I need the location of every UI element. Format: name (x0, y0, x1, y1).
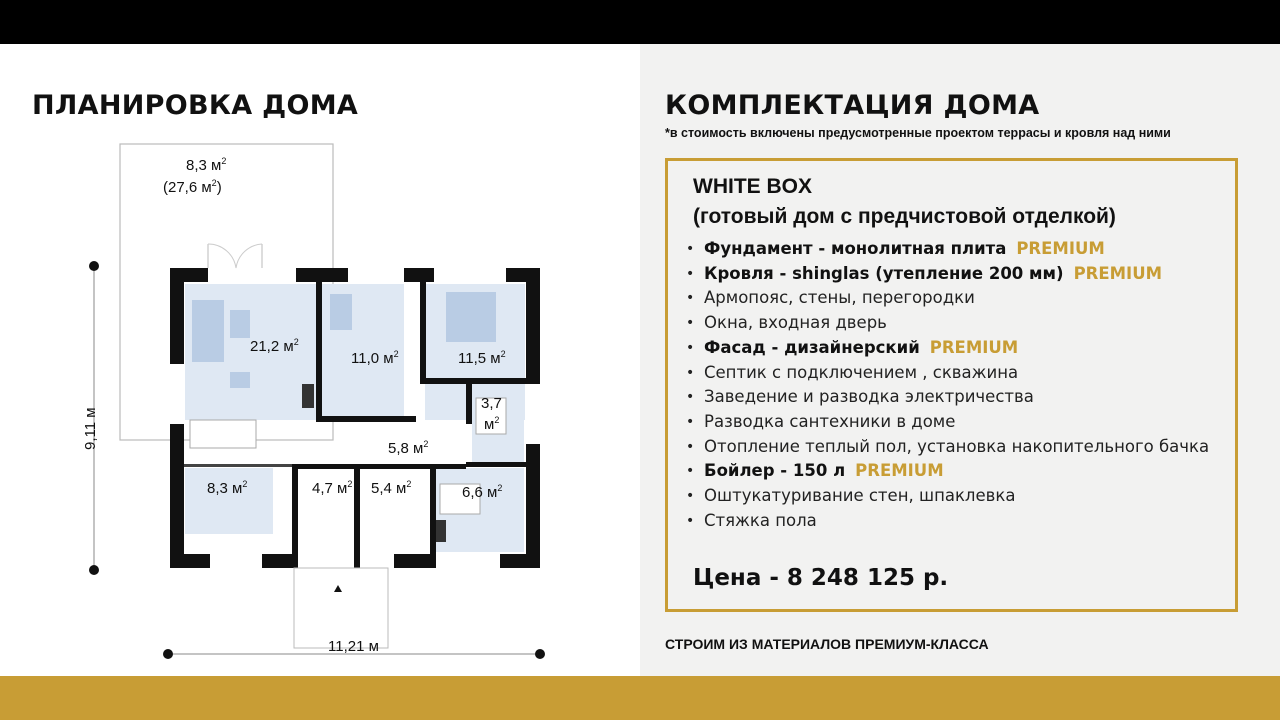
feature-item: • Фасад - дизайнерский PREMIUM (686, 336, 1226, 361)
premium-badge: PREMIUM (855, 461, 944, 481)
feature-item: • Разводка сантехники в доме (686, 410, 1226, 435)
feature-item: • Оштукатуривание стен, шпаклевка (686, 484, 1226, 509)
room-label: 8,3 $м^2$ (207, 479, 248, 497)
bullet-icon: • (686, 488, 695, 505)
terrace-area-label: 8,3 $м^2$ (186, 156, 227, 174)
room-label: 11,0 $м^2$ (351, 349, 399, 367)
bullet-icon: • (686, 512, 695, 529)
feature-item: • Кровля - shinglas (утепление 200 мм) PREMIUM (686, 262, 1226, 287)
room-label: 21,2 $м^2$ (250, 337, 299, 355)
terrace-total-label: (27,6 $м^2$) (163, 178, 222, 196)
feature-list (686, 237, 1226, 533)
bullet-icon: • (686, 290, 695, 307)
bullet-icon: • (686, 438, 695, 455)
premium-badge: PREMIUM (929, 337, 1019, 357)
height-dimension-label: 9,11 м (82, 407, 99, 450)
package-title (693, 172, 1116, 232)
bullet-icon: • (686, 463, 695, 480)
feature-item: • Отопление теплый пол, установка накопительного бачка (686, 435, 1226, 460)
plan-title: ПЛАНИРОВКА ДОМА (32, 90, 359, 121)
feature-item: • Окна, входная дверь (686, 311, 1226, 336)
feature-item: • Заведение и разводка электричества (686, 385, 1226, 410)
room-label: 5,4 $м^2$ (371, 479, 412, 497)
package-description: (готовый дом с предчистовой отделкой) (693, 205, 1116, 228)
bullet-icon: • (686, 364, 695, 381)
feature-item: • Септик с подключением , скважина (686, 361, 1226, 386)
feature-item: • Армопояс, стены, перегородки (686, 286, 1226, 311)
width-dimension-label: 11,21 м (328, 638, 379, 655)
footer-slogan: СТРОИМ ИЗ МАТЕРИАЛОВ ПРЕМИУМ-КЛАССА (665, 636, 989, 652)
room-label: 6,6 $м^2$ (462, 483, 503, 501)
bullet-icon: • (686, 413, 695, 430)
room-label: 5,8 $м^2$ (388, 439, 429, 457)
feature-item: • Фундамент - монолитная плита PREMIUM (686, 237, 1226, 262)
feature-item: • Стяжка пола (686, 509, 1226, 534)
package-name: WHITE BOX (693, 175, 812, 198)
bullet-icon: • (686, 315, 695, 332)
premium-badge: PREMIUM (1016, 239, 1105, 258)
room-label: 4,7 $м^2$ (312, 479, 353, 497)
bullet-icon: • (686, 389, 695, 406)
premium-badge: PREMIUM (1073, 263, 1163, 283)
bullet-icon: • (686, 241, 695, 257)
top-bar (0, 0, 1280, 44)
floor-plan (0, 44, 640, 676)
bottom-bar (0, 676, 1280, 720)
bullet-icon: • (686, 339, 695, 356)
included-note: *в стоимость включены предусмотренные проектом террасы и кровля над ними (665, 126, 1171, 140)
equipment-title: КОМПЛЕКТАЦИЯ ДОМА (665, 90, 1040, 121)
floor-plan-drawing (0, 44, 640, 676)
price: Цена - 8 248 125 р. (693, 565, 949, 591)
room-label-unit: $м^2$ (484, 415, 500, 433)
room-8-3-fill (185, 468, 273, 534)
room-label: 11,5 $м^2$ (458, 349, 506, 367)
room-label: 3,7 (481, 395, 502, 412)
feature-item: • Бойлер - 150 л PREMIUM (686, 459, 1226, 484)
bullet-icon: • (686, 265, 695, 282)
